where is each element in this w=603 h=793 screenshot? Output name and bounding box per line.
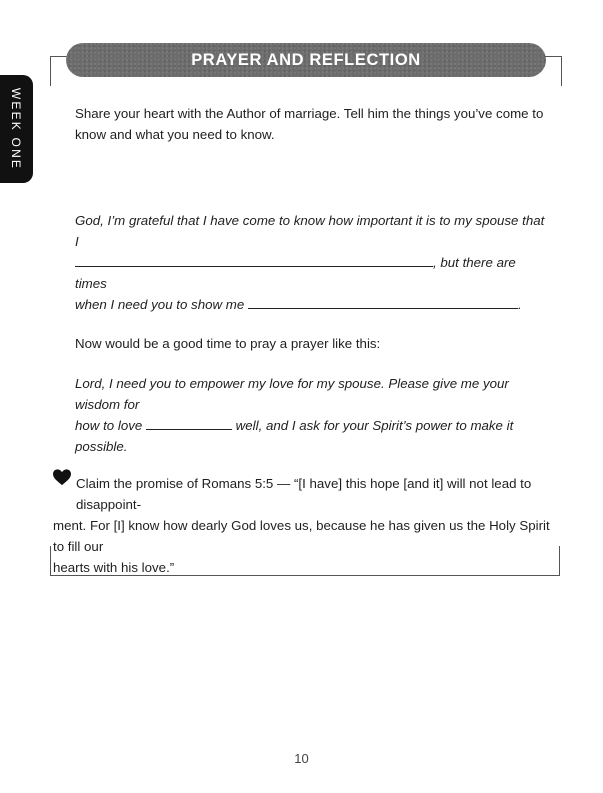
prompt-line (75, 252, 545, 294)
fill-in-blank[interactable] (75, 253, 433, 267)
notes-frame[interactable] (50, 546, 560, 576)
intro-line: Share your heart with the Author of marriage. Tell him the things you’ve come to (75, 106, 544, 121)
promise-line: Claim the promise of Romans 5:5 — “[I have] this hope [and it] will not lead to disappoint- (76, 476, 532, 512)
fill-in-blank[interactable] (146, 416, 232, 430)
promise-line: ment. For [I] know how dearly God loves us, because he has given us the Holy Spirit to fill our (53, 518, 550, 554)
page-number: 10 (294, 751, 309, 766)
fill-in-blank[interactable] (248, 295, 518, 309)
prompt-text: when I need you to show me (75, 297, 245, 312)
intro-line: know and what you need to know. (75, 127, 275, 142)
prompt-line (75, 294, 545, 315)
prompt-text: . (517, 297, 522, 312)
prompt-text: , but there are times (75, 255, 516, 291)
promise-line: hearts with his love.” (53, 560, 175, 575)
prompt-line: God, I’m grateful that I have come to know how important it is to my spouse that I (75, 213, 545, 249)
prayer-text-part: how to love (75, 418, 143, 433)
reflection-prompt (75, 210, 545, 315)
side-tab-label: WEEK ONE (9, 87, 23, 171)
intro-paragraph (75, 103, 545, 145)
prayer-text-part: well, and I ask for your Spirit’s power to make it possible. (75, 418, 514, 454)
prayer-line: Lord, I need you to empower my love for my spouse. Please give me your wisdom for (75, 376, 509, 412)
page-title: PRAYER AND REFLECTION (191, 50, 421, 69)
prayer-intro: Now would be a good time to pray a prayer like this: (75, 336, 381, 351)
section-banner (66, 43, 546, 77)
prayer-text (75, 373, 545, 457)
prayer-line (75, 415, 545, 457)
